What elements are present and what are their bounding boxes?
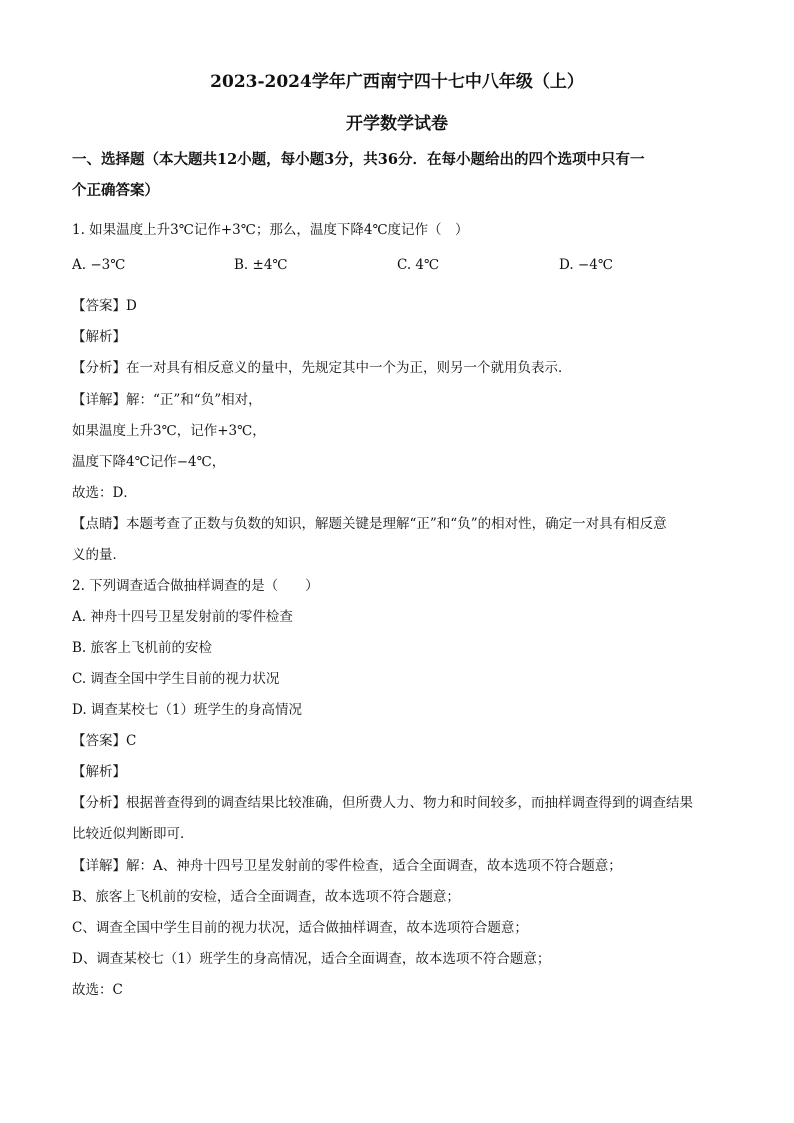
option-a: A. −3℃ <box>72 257 126 273</box>
analysis-label-2: 【解析】 <box>72 764 126 780</box>
section-heading: 一、选择题（本大题共12小题，每小题3分，共36分．在每小题给出的四个选项中只有一 <box>72 151 645 168</box>
detail-step-c: C、调查全国中学生目前的视力状况，适合做抽样调查，故本选项符合题意； <box>72 920 528 936</box>
question-2-stem: 2. 下列调查适合做抽样调查的是（ ） <box>72 578 319 594</box>
question-2-option-c: C. 调查全国中学生目前的视力状况 <box>72 671 280 687</box>
question-2-option-a: A. 神舟十四号卫星发射前的零件检查 <box>72 609 293 625</box>
choice-line: 故选：D． <box>72 485 137 501</box>
question-2-option-d: D. 调查某校七（1）班学生的身高情况 <box>72 702 303 718</box>
option-b: B. ±4℃ <box>234 257 288 273</box>
answer-line: 【答案】D <box>72 298 137 314</box>
comment-line-2: 义的量． <box>72 547 126 563</box>
detail-step-2: 温度下降4℃记作−4℃， <box>72 454 226 470</box>
exam-title-line1: 2023-2024学年广西南宁四十七中八年级（上） <box>210 72 584 92</box>
detail-text-2: 【详解】解：A、神舟十四号卫星发射前的零件检查，适合全面调查，故本选项不符合题意； <box>72 858 622 874</box>
analysis-text-2-line1: 【分析】根据普查得到的调查结果比较准确，但所费人力、物力和时间较多，而抽样调查得到的调查结果 <box>72 795 693 811</box>
detail-step-d: D、调查某校七（1）班学生的身高情况，适合全面调查，故本选项不符合题意； <box>72 951 551 967</box>
option-d: D. −4℃ <box>559 257 613 273</box>
choice-line-2: 故选：C <box>72 982 123 998</box>
detail-text: 【详解】解：“正”和“负”相对， <box>72 392 262 408</box>
exam-title-line2: 开学数学试卷 <box>346 114 448 134</box>
question-1-stem: 1. 如果温度上升3℃记作+3℃；那么，温度下降4℃度记作（ ） <box>72 222 469 238</box>
detail-step-1: 如果温度上升3℃，记作+3℃， <box>72 423 266 439</box>
section-heading-cont: 个正确答案） <box>72 182 159 199</box>
comment-line-1: 【点睛】本题考查了正数与负数的知识，解题关键是理解“正”和“负”的相对性，确定一对具有相反意 <box>72 516 667 532</box>
question-2-option-b: B. 旅客上飞机前的安检 <box>72 640 213 656</box>
analysis-label: 【解析】 <box>72 329 126 345</box>
analysis-text-2-line2: 比较近似判断即可． <box>72 826 194 842</box>
answer-line-2: 【答案】C <box>72 733 137 749</box>
detail-step-b: B、旅客上飞机前的安检，适合全面调查，故本选项不符合题意； <box>72 889 460 905</box>
analysis-text: 【分析】在一对具有相反意义的量中，先规定其中一个为正，则另一个就用负表示． <box>72 360 572 376</box>
option-c: C. 4℃ <box>397 257 440 273</box>
